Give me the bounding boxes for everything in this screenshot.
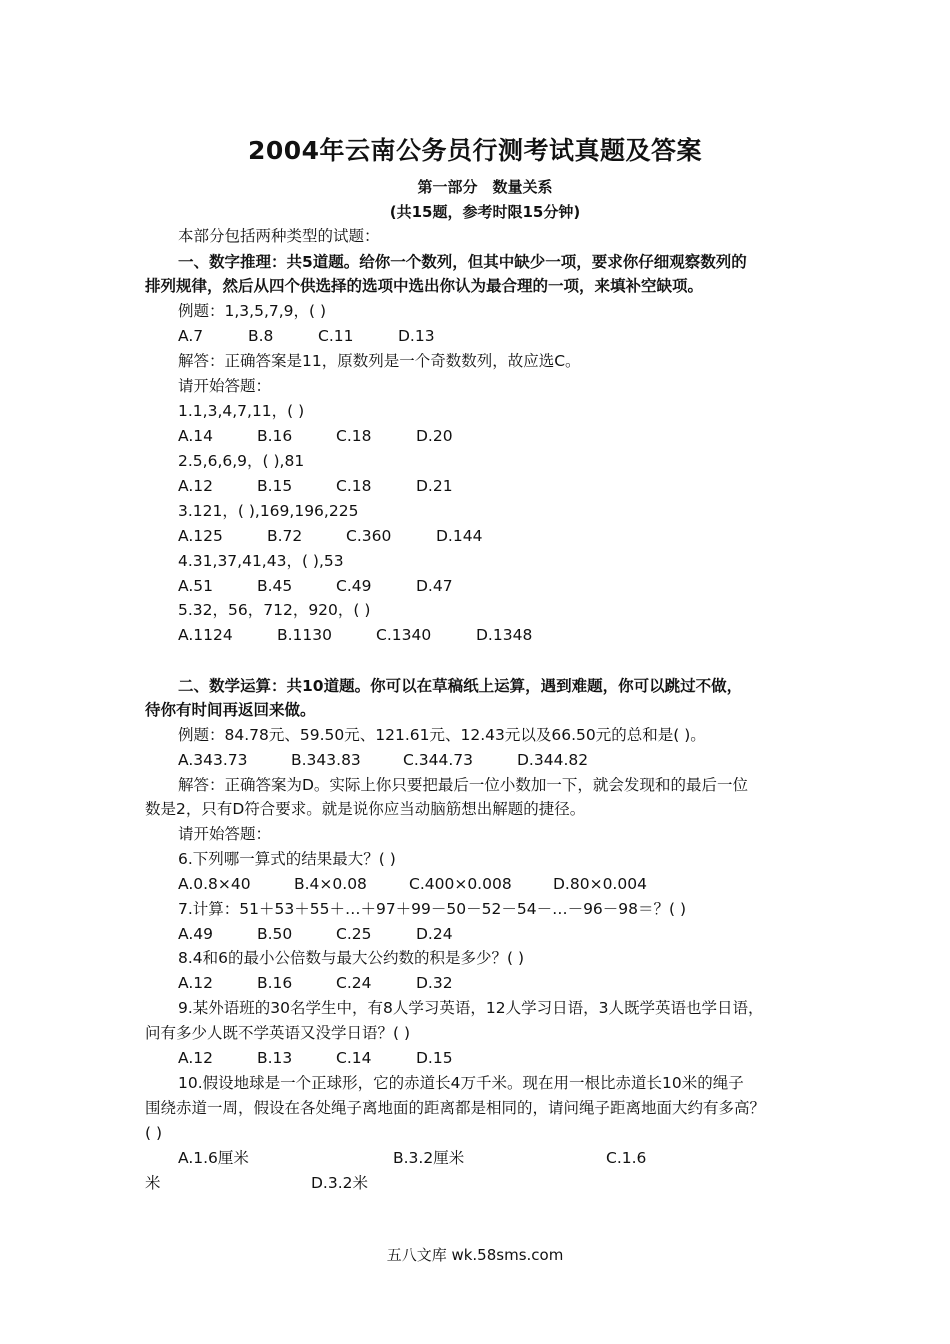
question-9-line2: 问有多少人既不学英语又没学日语？( ): [145, 1024, 411, 1042]
section1-example-options: [178, 324, 858, 348]
question-10-line3: ( ): [145, 1124, 163, 1142]
option: D.1348: [476, 626, 533, 644]
option: A.12: [178, 974, 213, 992]
option: D.47: [416, 577, 453, 595]
question-4-options: [178, 574, 858, 598]
section1-example: 例题：1,3,5,7,9，( ): [178, 302, 327, 320]
section2-start: 请开始答题：: [178, 825, 272, 843]
section2-heading-line1: 二、数学运算：共10道题。你可以在草稿纸上运算，遇到难题，你可以跳过不做，: [178, 677, 743, 695]
option: B.16: [257, 427, 293, 445]
question-2: 2.5,6,6,9，( ),81: [178, 452, 305, 470]
option: C.25: [336, 925, 372, 943]
question-9-options: [178, 1046, 858, 1070]
question-3: 3.121，( ),169,196,225: [178, 502, 359, 520]
footer-watermark: 五八文库 wk.58sms.com: [386, 1246, 564, 1264]
option: D.144: [436, 527, 483, 545]
option: C.1340: [376, 626, 432, 644]
question-1: 1.1,3,4,7,11，( ): [178, 402, 305, 420]
question-8-options: [178, 971, 858, 995]
option: C.18: [336, 427, 372, 445]
document-title: 2004年云南公务员行测考试真题及答案: [247, 136, 703, 165]
option: D.20: [416, 427, 453, 445]
section2-answer-line2: 数是2，只有D符合要求。就是说你应当动脑筋想出解题的捷径。: [145, 800, 586, 818]
option: B.1130: [277, 626, 333, 644]
question-7-options: [178, 922, 858, 946]
section2-heading-line2: 待你有时间再返回来做。: [145, 701, 316, 719]
question-5: 5.32，56，712，920，( ): [178, 601, 371, 619]
question-10-line2: 围绕赤道一周，假设在各处绳子离地面的距离都是相同的，请问绳子距离地面大约有多高？: [145, 1099, 766, 1117]
part-heading: 第一部分 数量关系: [417, 178, 553, 196]
option: A.343.73: [178, 751, 248, 769]
option: B.8: [248, 327, 274, 345]
question-10-option-c: C.1.6: [606, 1149, 647, 1167]
option: D.32: [416, 974, 453, 992]
question-10-line1: 10.假设地球是一个正球形，它的赤道长4万千米。现在用一根比赤道长10米的绳子: [178, 1074, 744, 1092]
option: B.50: [257, 925, 293, 943]
question-8: 8.4和6的最小公倍数与最大公约数的积是多少？( ): [178, 949, 525, 967]
option: D.344.82: [517, 751, 589, 769]
option: C.24: [336, 974, 372, 992]
section1-heading-line2: 排列规律，然后从四个供选择的选项中选出你认为最合理的一项，来填补空缺项。: [145, 277, 704, 295]
question-5-options: [178, 623, 858, 647]
option: D.13: [398, 327, 435, 345]
option: A.0.8×40: [178, 875, 251, 893]
question-9-line1: 9.某外语班的30名学生中，有8人学习英语，12人学习日语，3人既学英语也学日语，: [178, 999, 764, 1017]
option: D.80×0.004: [553, 875, 647, 893]
time-note: (共15题，参考时限15分钟): [389, 203, 581, 221]
question-4: 4.31,37,41,43，( ),53: [178, 552, 344, 570]
intro-text: 本部分包括两种类型的试题：: [178, 227, 380, 245]
option: C.49: [336, 577, 372, 595]
question-10-option-a: A.1.6厘米: [178, 1149, 249, 1167]
option: C.14: [336, 1049, 372, 1067]
option: A.125: [178, 527, 223, 545]
option: A.1124: [178, 626, 233, 644]
question-10-option-d: D.3.2米: [311, 1174, 369, 1192]
section2-answer-line1: 解答：正确答案为D。实际上你只要把最后一位小数加一下，就会发现和的最后一位: [178, 776, 748, 794]
question-10-option-c-unit: 米: [145, 1174, 161, 1192]
option: A.51: [178, 577, 213, 595]
option: A.12: [178, 1049, 213, 1067]
option: D.21: [416, 477, 453, 495]
option: B.16: [257, 974, 293, 992]
option: A.14: [178, 427, 213, 445]
option: B.15: [257, 477, 293, 495]
section2-example-options: [178, 748, 858, 772]
section1-start: 请开始答题：: [178, 377, 272, 395]
option: A.7: [178, 327, 204, 345]
option: B.13: [257, 1049, 293, 1067]
option: C.344.73: [403, 751, 473, 769]
option: C.11: [318, 327, 354, 345]
option: C.18: [336, 477, 372, 495]
section1-heading-line1: 一、数字推理：共5道题。给你一个数列，但其中缺少一项，要求你仔细观察数列的: [178, 253, 747, 271]
option: C.360: [346, 527, 392, 545]
question-6: 6.下列哪一算式的结果最大？( ): [178, 850, 396, 868]
option: A.49: [178, 925, 213, 943]
option: B.4×0.08: [294, 875, 367, 893]
question-6-options: [178, 872, 858, 896]
option: B.45: [257, 577, 293, 595]
option: C.400×0.008: [409, 875, 512, 893]
option: A.12: [178, 477, 213, 495]
question-2-options: [178, 474, 858, 498]
question-10-option-b: B.3.2厘米: [393, 1149, 465, 1167]
section2-example: 例题：84.78元、59.50元、121.61元、12.43元以及66.50元的总和是( )。: [178, 726, 706, 744]
question-1-options: [178, 424, 858, 448]
option: B.72: [267, 527, 303, 545]
question-3-options: [178, 524, 858, 548]
option: D.15: [416, 1049, 453, 1067]
section1-answer: 解答：正确答案是11，原数列是一个奇数数列，故应选C。: [178, 352, 581, 370]
option: B.343.83: [291, 751, 361, 769]
option: D.24: [416, 925, 453, 943]
question-7: 7.计算：51＋53＋55＋…＋97＋99－50－52－54－…－96－98＝？( ): [178, 900, 687, 918]
